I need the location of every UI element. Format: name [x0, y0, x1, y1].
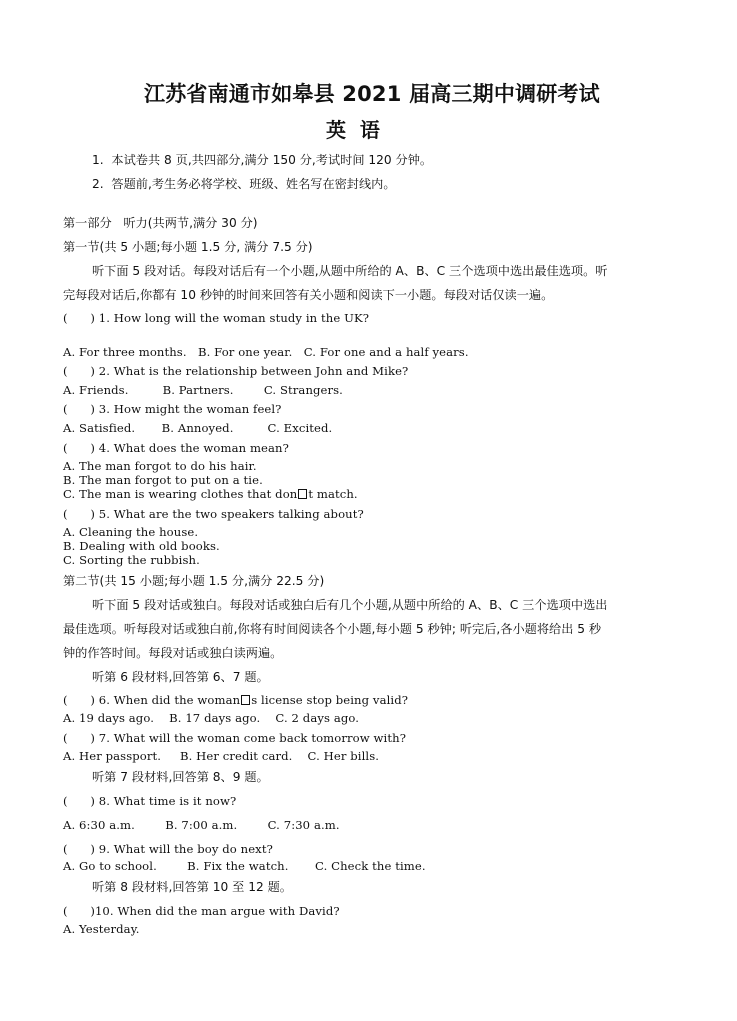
q1-options: A. For three months. B. For one year. C. For one and a half years. [63, 345, 469, 359]
q6-stem [63, 695, 408, 707]
q5-stem: ( ) 5. What are the two speakers talking about? [63, 507, 364, 521]
q4-stem: ( ) 4. What does the woman mean? [63, 441, 289, 455]
section1-instruction-2: 完每段对话后,你都有 10 秒钟的时间来回答有关小题和阅读下一小题。每段对话仅读一遍。 [63, 288, 554, 302]
section2-instruction-3: 钟的作答时间。每段对话或独白读两遍。 [63, 646, 283, 660]
q10-stem: ( )10. When did the man argue with David? [63, 904, 340, 918]
q5-option-c: C. Sorting the rubbish. [63, 553, 200, 567]
q3-options: A. Satisfied. B. Annoyed. C. Excited. [63, 421, 333, 435]
q9-stem: ( ) 9. What will the boy do next? [63, 842, 273, 856]
q3-stem: ( ) 3. How might the woman feel? [63, 402, 282, 416]
material-8-heading: 听第 8 段材料,回答第 10 至 12 题。 [92, 880, 292, 894]
q5-option-a: A. Cleaning the house. [63, 525, 199, 539]
q10-option-a: A. Yesterday. [63, 922, 140, 936]
q1-stem: ( ) 1. How long will the woman study in the UK? [63, 311, 370, 325]
q6-stem-text-start: ( ) 6. When did the woman [63, 693, 241, 707]
q6-stem-text-end: s license stop being valid? [251, 693, 409, 707]
note-1: 1. 本试卷共 8 页,共四部分,满分 150 分,考试时间 120 分钟。 [92, 153, 433, 167]
missing-glyph-box [241, 695, 250, 705]
q9-options: A. Go to school. B. Fix the watch. C. Check the time. [63, 859, 426, 873]
material-7-heading: 听第 7 段材料,回答第 8、9 题。 [92, 770, 269, 784]
q4-option-c-text-start: C. The man is wearing clothes that don [63, 487, 298, 501]
exam-title: 江苏省南通市如皋县 2021 届高三期中调研考试 [144, 82, 600, 106]
note-2: 2. 答题前,考生务必将学校、班级、姓名写在密封线内。 [92, 177, 396, 191]
section1-heading: 第一节(共 5 小题;每小题 1.5 分, 满分 7.5 分) [63, 240, 313, 254]
section2-heading: 第二节(共 15 小题;每小题 1.5 分,满分 22.5 分) [63, 574, 325, 588]
q4-option-c-text-end: t match. [308, 487, 358, 501]
q7-options: A. Her passport. B. Her credit card. C. Her bills. [63, 749, 380, 763]
missing-glyph-box [298, 489, 307, 499]
q5-option-b: B. Dealing with old books. [63, 539, 220, 553]
part1-heading: 第一部分 听力(共两节,满分 30 分) [63, 216, 258, 230]
material-6-heading: 听第 6 段材料,回答第 6、7 题。 [92, 670, 269, 684]
q4-option-a: A. The man forgot to do his hair. [63, 459, 257, 473]
q2-stem: ( ) 2. What is the relationship between John and Mike? [63, 364, 409, 378]
q4-option-b: B. The man forgot to put on a tie. [63, 473, 263, 487]
q7-stem: ( ) 7. What will the woman come back tomorrow with? [63, 731, 407, 745]
section2-instruction-2: 最佳选项。听每段对话或独白前,你将有时间阅读各个小题,每小题 5 秒钟; 听完后,各小题将给出 5 秒 [63, 622, 602, 636]
section2-instruction-1: 听下面 5 段对话或独白。每段对话或独白后有几个小题,从题中所给的 A、B、C 三个选项中选出 [92, 598, 608, 612]
q2-options: A. Friends. B. Partners. C. Strangers. [63, 383, 343, 397]
q8-options: A. 6:30 a.m. B. 7:00 a.m. C. 7:30 a.m. [63, 818, 340, 832]
q4-option-c [63, 489, 358, 501]
section1-instruction-1: 听下面 5 段对话。每段对话后有一个小题,从题中所给的 A、B、C 三个选项中选出最佳选项。听 [92, 264, 608, 278]
exam-subject: 英 语 [326, 118, 380, 142]
q6-options: A. 19 days ago. B. 17 days ago. C. 2 days ago. [63, 711, 360, 725]
q8-stem: ( ) 8. What time is it now? [63, 794, 237, 808]
